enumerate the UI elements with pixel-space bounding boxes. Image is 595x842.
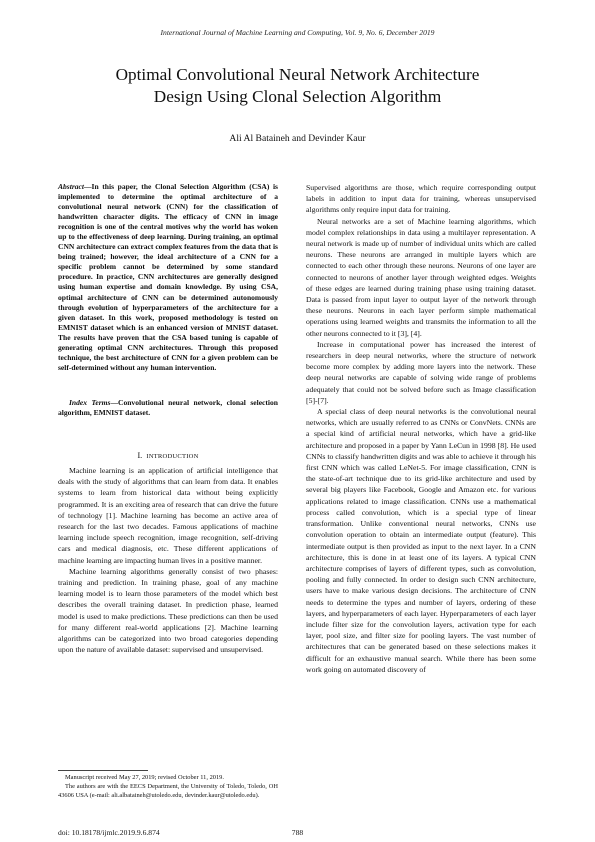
right-column [306, 182, 536, 675]
abstract [58, 182, 278, 373]
index-terms [58, 398, 278, 418]
title-line-2: Design Using Clonal Selection Algorithm [153, 87, 442, 106]
body-paragraph: Neural networks are a set of Machine learning algorithms, which model complex relationships in data using a multilayer representation. A neural network is made up of number of individual units which are called neurons. These neurons are arranged in multiple layers which are connected to each other through these neurons. Neurons of one layer are connected to neurons of another layer through weighted edges. Weights of these edges are learned during training phase using training dataset. Data is passed from input layer to output layer of the network through these neurons. Neurons in each layer perform simple mathematical operations using learned weights and transmits the information to all the other neurons connected to it [3], [4]. [306, 216, 536, 338]
author-list: Ali Al Bataineh and Devinder Kaur [229, 133, 366, 144]
intro-paragraph: Machine learning algorithms generally consist of two phases: training and prediction. In training phase, goal of any machine learning model is to learn those parameters of the model which best describes the overall training dataset. In prediction phase, learned model is used to make predictions. These predictions can then be used for many different real-world applications [2]. Machine learning algorithms can be categorized into two broad categories depending upon the nature of available dataset: supervised and unsupervised. [58, 566, 278, 655]
footnote-divider [58, 770, 148, 771]
index-terms-text: —Convolutional neural network, clonal selection algorithm, EMNIST dataset. [58, 398, 278, 418]
body-paragraph: Supervised algorithms are those, which require corresponding output labels in addition to input data for training, whereas unsupervised algorithms only require input data for training. [306, 183, 536, 215]
index-terms-lead: Index Terms [69, 398, 111, 407]
paper-title [40, 64, 555, 108]
section-numeral: I. [137, 451, 143, 460]
footnote-received: Manuscript received May 27, 2019; revised October 11, 2019. [65, 774, 224, 781]
journal-header: International Journal of Machine Learning and Computing, Vol. 9, No. 6, December 2019 [160, 28, 435, 37]
body-paragraph: A special class of deep neural networks is the convolutional neural networks, which are usually referred to as CNNs or ConvNets. CNNs are a special kind of artificial neural networks, which have a grid-like architecture and proposed in a paper by Yann LeCun in 1998 [8]. He used CNNs to classify handwritten digits and was able to achieve it through his first CNN which was called LeNet-5. For image classification, CNN is the state-of-art technique due to its grid-like architecture and used by several big players like Facebook, Google and Amazon etc. for various applications related to image classification. CNNs use a mathematical process called convolution, which is a special type of linear transformation. Unlike conventional neural networks, CNNs use convolution operation to obtain an intermediate output (feature). This intermediate output is then provided as input to the next layer. In a CNN architecture, this is done in at least one of its layers. A typical CNN architecture comprises of layers of different types, such as convolution, pooling and fully connected. In order to design such CNN architecture, users have to make various design decisions. The architecture of CNN needs to determine the types and number of layers, ordering of these layers, and hyperparameters of each layer. Hyperparameters of each layer include filter size for the convolution layers, activation type for each layer, pool size, and filter size for pooling layers. The vast number of architectures that can be generated based on these selections makes it difficult for an exhaustive manual search. While there has been some work going on automated discovery of [306, 407, 536, 674]
title-line-1: Optimal Convolutional Neural Network Architecture [115, 65, 480, 84]
page-number: 788 [291, 828, 304, 837]
abstract-lead: Abstract [58, 182, 84, 191]
footnote-affiliation: The authors are with the EECS Department, the University of Toledo, Toledo, OH 43606 USA (e-mail: ali.albataineh@utoledo.edu, devinder.kaur@utoledo.edu). [58, 783, 278, 799]
abstract-text: —In this paper, the Clonal Selection Algorithm (CSA) is implemented to determine the optimal architecture of a convolutional neural network (CNN) for the classification of handwritten character digits. The efficacy of CNN in image recognition is one of the central motives why the world has woken up to the effectiveness of deep learning. During training, an optimal CNN architecture can extract complex features from the data that is being trained; however, the ideal architecture of a CNN for a specific problem cannot be determined by some standard procedure. In practice, CNN architectures are generally designed using human expertise and domain knowledge. By using CSA, optimal architecture of CNN can be determined autonomously through evolution of hyperparameters of the architecture for a given dataset. In this work, proposed methodology is tested on EMNIST dataset which is an enhanced version of MNIST dataset. The results have proven that the CSA based tuning is capable of generating optimal CNN architectures. Through this proposed technique, the best architecture of CNN for a given problem can be self-determined without any human intervention. [58, 182, 278, 372]
intro-left-column [58, 465, 278, 655]
section-title: INTRODUCTION [146, 453, 199, 460]
intro-paragraph: Machine learning is an application of artificial intelligence that deals with the study of algorithms that can learn from data. It enables systems to learn from historical data without being explicitly programmed. It is an exciting area of research that can drive the future of technology [1]. Machine learning has become an active area of research for the last two decades. Famous applications of machine learning include speech recognition, image recognition, self-driving cars and medical diagnosis, etc. These different applications of machine learning are impacting human lives in a positive manner. [58, 466, 278, 565]
footnotes [58, 773, 278, 800]
body-paragraph: Increase in computational power has increased the interest of researchers in deep neural networks, where the structure of network become more complex by adding more layers into the network. These deep neural networks are capable of solving wide range of problems adequately that could not be solved before such as Image classification [5]-[7]. [306, 339, 536, 405]
section-heading [58, 451, 278, 460]
doi-link[interactable]: doi: 10.18178/ijmlc.2019.9.6.874 [58, 828, 160, 837]
